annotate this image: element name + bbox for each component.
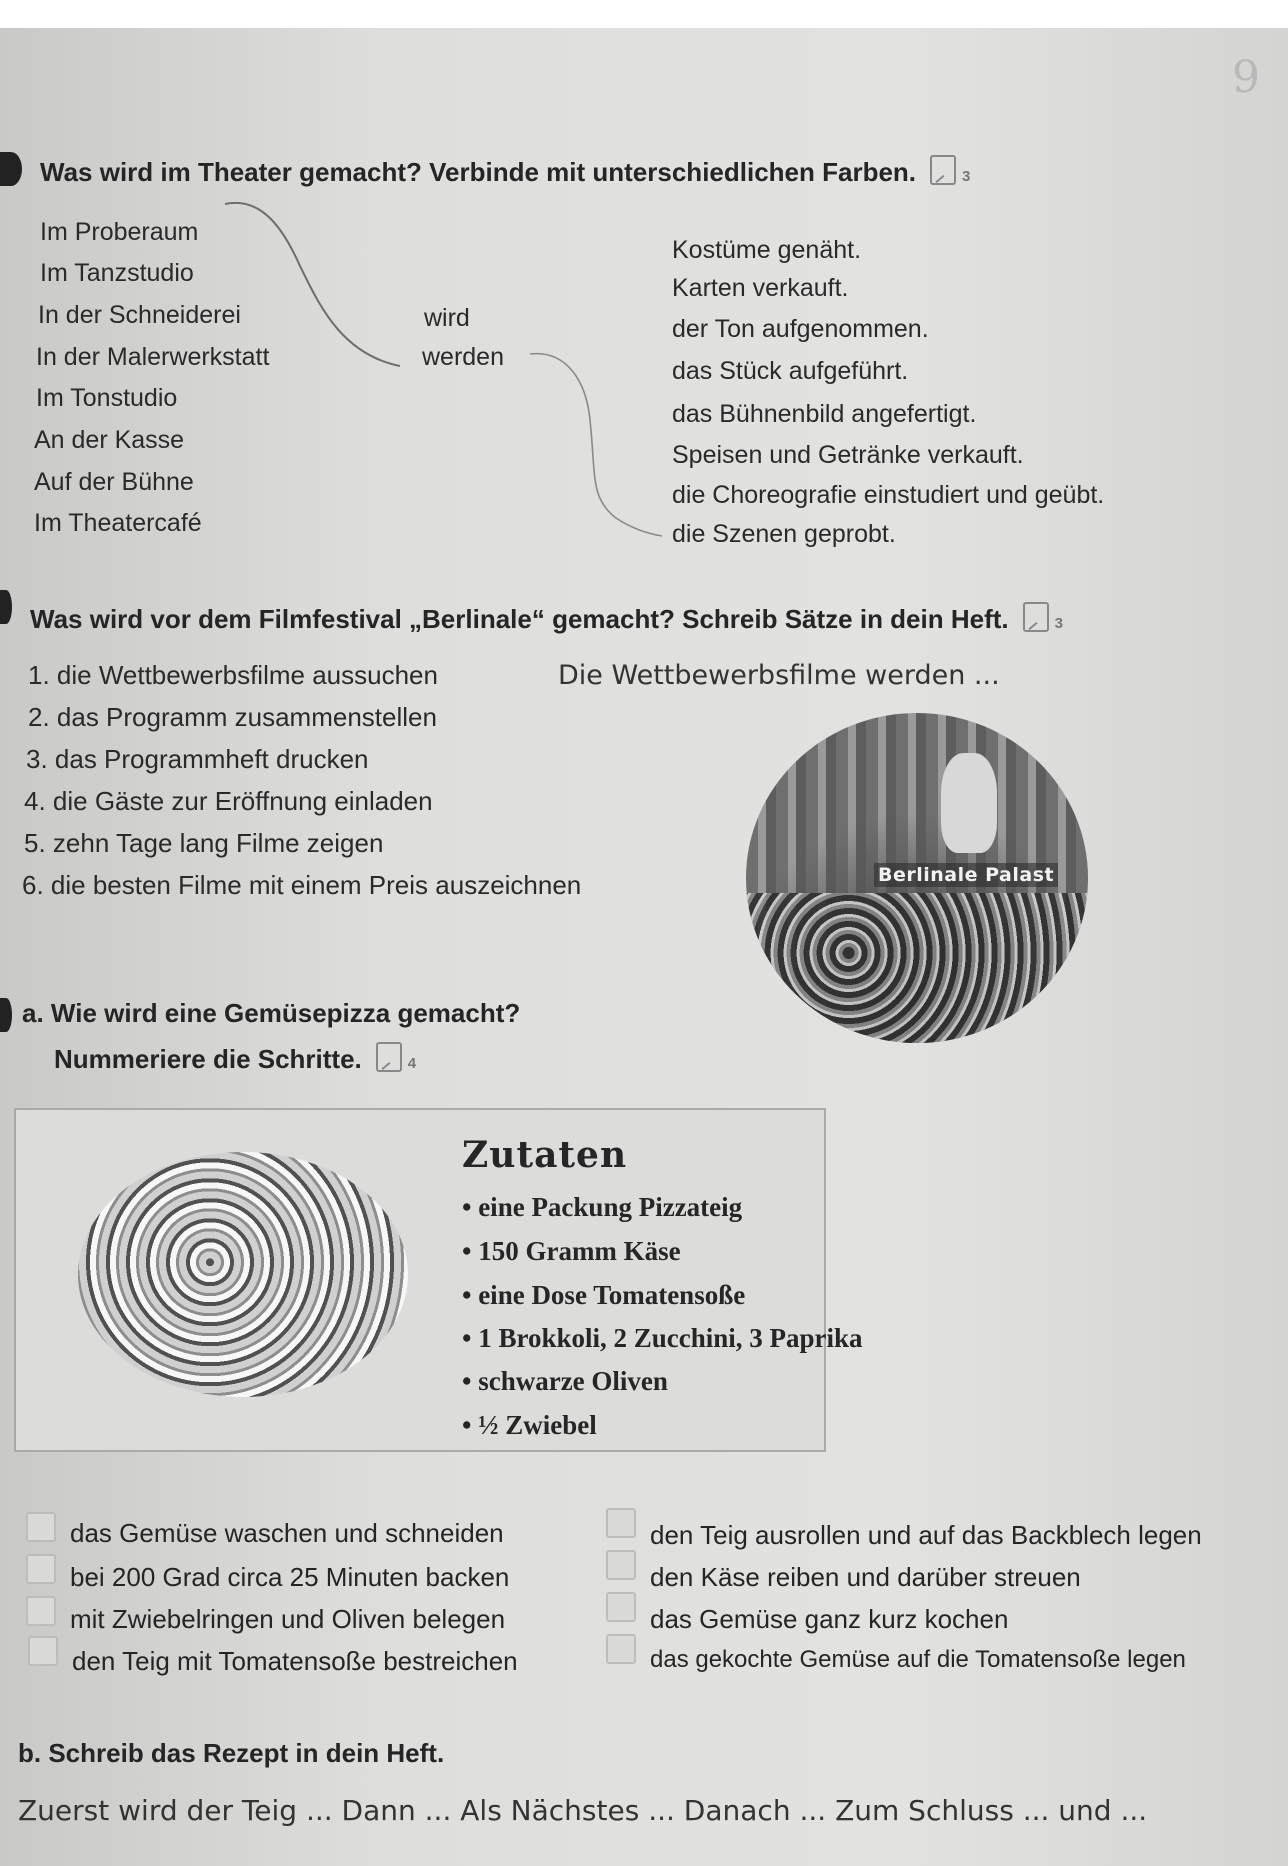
step-checkbox-left-3[interactable] xyxy=(26,1596,56,1626)
exercise-3a-heading-line2-text: Nummeriere die Schritte. xyxy=(54,1044,362,1074)
place-2: Im Tanzstudio xyxy=(40,259,194,287)
document-pencil-icon xyxy=(376,1042,402,1072)
exercise-3-icon-number: 4 xyxy=(407,1055,417,1072)
connector-line-szenen xyxy=(530,354,662,536)
ingredient-1: • eine Packung Pizzateig xyxy=(462,1192,742,1223)
document-pencil-icon xyxy=(1023,602,1049,632)
berlin-bear-figure xyxy=(941,753,997,853)
exercise-3a-heading-line1: a. Wie wird eine Gemüsepizza gemacht? xyxy=(22,998,521,1028)
action-3: der Ton aufgenommen. xyxy=(672,315,929,343)
ingredient-3: • eine Dose Tomatensoße xyxy=(462,1280,745,1311)
place-3: In der Schneiderei xyxy=(38,301,241,329)
berlinale-item-4: 4. die Gäste zur Eröffnung einladen xyxy=(24,786,433,816)
place-6: An der Kasse xyxy=(34,426,185,454)
connector-line-proberaum xyxy=(225,203,400,366)
example-handwriting: Die Wettbewerbsfilme werden ... xyxy=(558,660,1000,691)
recipe-handwriting: Zuerst wird der Teig ... Dann ... Als Nächstes ... Danach ... Zum Schluss ... und ... xyxy=(18,1794,1148,1827)
berlinale-item-2: 2. das Programm zusammenstellen xyxy=(28,702,437,732)
ingredient-6: • ½ Zwiebel xyxy=(462,1410,597,1441)
action-5: das Bühnenbild angefertigt. xyxy=(672,400,977,428)
ingredient-4: • 1 Brokkoli, 2 Zucchini, 3 Paprika xyxy=(462,1323,863,1354)
step-checkbox-left-4[interactable] xyxy=(28,1636,58,1666)
exercise-2-heading xyxy=(30,602,1063,635)
step-left-3: mit Zwiebelringen und Oliven belegen xyxy=(70,1604,506,1634)
ingredient-2: • 150 Gramm Käse xyxy=(462,1236,681,1267)
exercise-2-heading-text: Was wird vor dem Filmfestival „Berlinale“ gemacht? Schreib Sätze in dein Heft. xyxy=(30,604,1009,634)
berlinale-item-5: 5. zehn Tage lang Filme zeigen xyxy=(24,828,384,858)
exercise-3-marker xyxy=(0,998,12,1032)
verb-wird: wird xyxy=(424,304,470,332)
ingredients-title: Zutaten xyxy=(462,1134,628,1176)
berlinale-item-6: 6. die besten Filme mit einem Preis auszeichnen xyxy=(22,870,582,900)
step-checkbox-right-4[interactable] xyxy=(606,1634,636,1664)
step-right-2: den Käse reiben und darüber streuen xyxy=(650,1562,1081,1592)
place-8: Im Theatercafé xyxy=(34,509,202,537)
exercise-3a-heading-line2 xyxy=(54,1042,416,1075)
step-checkbox-right-1[interactable] xyxy=(606,1508,636,1538)
step-right-4: das gekochte Gemüse auf die Tomatensoße legen xyxy=(650,1646,1186,1673)
berlinale-item-1: 1. die Wettbewerbsfilme aussuchen xyxy=(28,660,438,690)
action-6: Speisen und Getränke verkauft. xyxy=(672,441,1024,469)
recipe-box xyxy=(14,1108,863,1452)
action-7: die Choreografie einstudiert und geübt. xyxy=(672,481,1105,509)
step-checkbox-left-2[interactable] xyxy=(26,1554,56,1584)
page-number: 9 xyxy=(1232,52,1260,103)
exercise-2-marker xyxy=(0,590,12,624)
pizza-image xyxy=(78,1152,408,1397)
place-1: Im Proberaum xyxy=(40,218,199,246)
action-1: Kostüme genäht. xyxy=(672,236,862,264)
exercise-2-icon-number: 3 xyxy=(1054,615,1063,632)
step-left-2: bei 200 Grad circa 25 Minuten backen xyxy=(70,1562,510,1592)
step-left-4: den Teig mit Tomatensoße bestreichen xyxy=(72,1646,518,1676)
step-checkbox-right-3[interactable] xyxy=(606,1592,636,1622)
place-7: Auf der Bühne xyxy=(34,468,194,496)
place-5: Im Tonstudio xyxy=(36,384,178,412)
photo-sign-text: Berlinale Palast xyxy=(874,863,1058,887)
ingredient-5: • schwarze Oliven xyxy=(462,1366,668,1397)
exercise-3b-heading: b. Schreib das Rezept in dein Heft. xyxy=(18,1738,445,1768)
verb-werden: werden xyxy=(422,343,504,371)
exercise-1-icon-number: 3 xyxy=(962,168,971,185)
step-right-1: den Teig ausrollen und auf das Backblech legen xyxy=(650,1520,1202,1550)
place-4: In der Malerwerkstatt xyxy=(36,343,270,371)
step-checkbox-right-2[interactable] xyxy=(606,1550,636,1580)
action-4: das Stück aufgeführt. xyxy=(672,357,909,385)
berlinale-item-3: 3. das Programmheft drucken xyxy=(26,744,369,774)
action-8: die Szenen geprobt. xyxy=(672,520,896,548)
action-2: Karten verkauft. xyxy=(672,274,849,302)
step-checkbox-left-1[interactable] xyxy=(26,1512,56,1542)
exercise-1-heading-text: Was wird im Theater gemacht? Verbinde mit unterschiedlichen Farben. xyxy=(40,157,917,187)
step-left-1: das Gemüse waschen und schneiden xyxy=(70,1518,504,1548)
step-right-3: das Gemüse ganz kurz kochen xyxy=(650,1604,1009,1634)
berlinale-palast-photo xyxy=(746,713,1088,1043)
crowd-image xyxy=(746,893,1088,1043)
